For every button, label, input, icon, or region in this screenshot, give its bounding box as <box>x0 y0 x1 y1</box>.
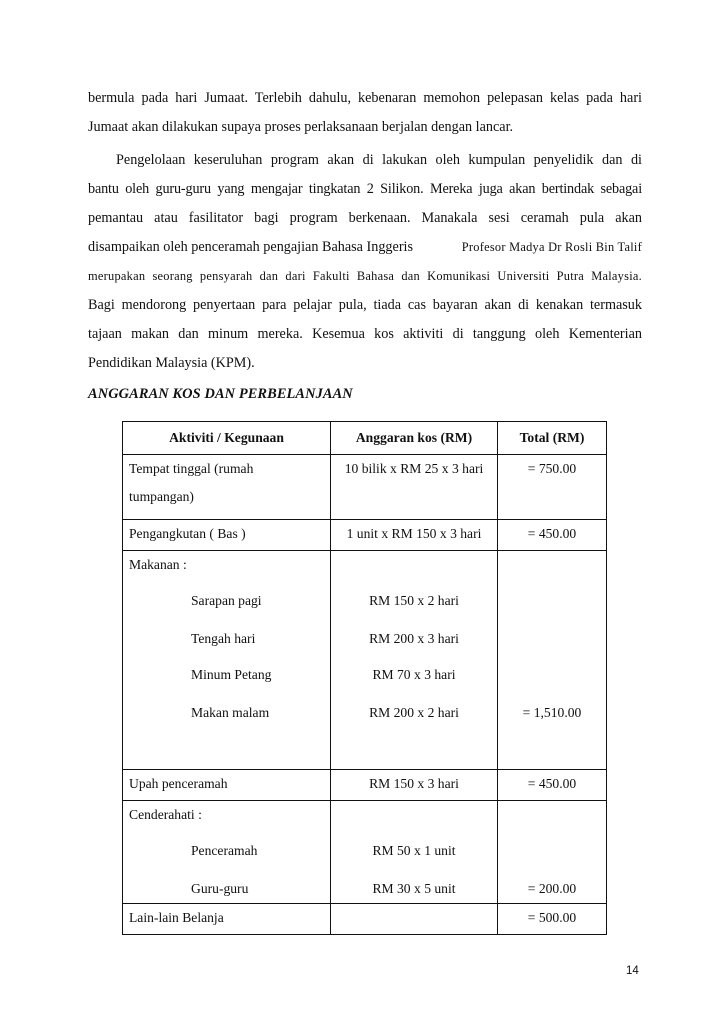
paragraph-line: Jumaat akan dilakukan supaya proses perlaksanaan berjalan dengan lancar. <box>88 119 514 135</box>
cost-text: RM 70 x 3 hari <box>372 667 456 682</box>
cost-text: RM 30 x 5 unit <box>372 881 456 896</box>
total-cell <box>498 455 607 520</box>
total-cell <box>498 551 607 770</box>
cost-cell <box>331 904 498 935</box>
total-cell <box>498 904 607 935</box>
activity-item: Minum Petang <box>191 667 272 682</box>
paragraph-line: bantu oleh guru-guru yang mengajar tingkatan 2 Silikon. Mereka juga akan bertindak sebagai <box>88 181 642 197</box>
activity-cell <box>123 770 331 801</box>
section-heading: ANGGARAN KOS DAN PERBELANJAAN <box>88 386 353 402</box>
activity-text: Lain-lain Belanja <box>129 910 224 925</box>
paragraph-line: pemantau atau fasilitator bagi program berkenaan. Manakala sesi ceramah pula akan <box>88 210 642 226</box>
activity-item: Guru-guru <box>191 881 249 896</box>
activity-text: tumpangan) <box>129 489 194 504</box>
activity-item: Makan malam <box>191 705 270 720</box>
speaker-name: Profesor Madya Dr Rosli Bin Talif <box>461 240 642 254</box>
paragraph-line: Pendidikan Malaysia (KPM). <box>88 355 255 371</box>
table-row <box>123 551 607 770</box>
total-cell <box>498 801 607 904</box>
cost-cell <box>331 801 498 904</box>
cost-text <box>331 904 497 932</box>
column-header-total: Total (RM) <box>498 422 607 455</box>
budget-table <box>122 421 607 935</box>
table-header-row <box>123 422 607 455</box>
activity-title: Cenderahati : <box>129 807 202 822</box>
paragraph-2 <box>88 146 642 378</box>
total-text: = 500.00 <box>527 910 577 925</box>
activity-title: Makanan : <box>129 557 187 572</box>
page-number: 14 <box>626 965 639 977</box>
total-text: = 750.00 <box>527 461 577 476</box>
cost-text: 10 bilik x RM 25 x 3 hari <box>344 461 484 476</box>
cost-cell <box>331 520 498 551</box>
paragraph-line: merupakan seorang pensyarah dan dari Fakulti Bahasa dan Komunikasi Universiti Putra Malaysia. <box>88 269 642 283</box>
column-header-activity: Aktiviti / Kegunaan <box>123 422 331 455</box>
column-header-cost: Anggaran kos (RM) <box>331 422 498 455</box>
cost-text: RM 200 x 2 hari <box>369 705 459 720</box>
cost-text: RM 150 x 3 hari <box>369 776 459 791</box>
cost-cell <box>331 770 498 801</box>
activity-item: Penceramah <box>191 843 258 858</box>
cost-text: RM 150 x 2 hari <box>369 593 459 608</box>
activity-text: Tempat tinggal (rumah <box>129 461 254 476</box>
table-row <box>123 455 607 520</box>
paragraph-line: bermula pada hari Jumaat. Terlebih dahulu, kebenaran memohon pelepasan kelas pada hari <box>88 90 642 106</box>
activity-text: Upah penceramah <box>129 776 228 791</box>
total-cell <box>498 520 607 551</box>
activity-cell <box>123 455 331 520</box>
paragraph-text: disampaikan oleh penceramah pengajian Bahasa Inggeris <box>88 239 414 255</box>
cost-cell <box>331 455 498 520</box>
paragraph-line: Pengelolaan keseruluhan program akan di lakukan oleh kumpulan penyelidik dan di <box>116 152 642 168</box>
activity-cell <box>123 551 331 770</box>
activity-cell <box>123 801 331 904</box>
cost-cell <box>331 551 498 770</box>
total-cell <box>498 770 607 801</box>
paragraph-line: tajaan makan dan minum mereka. Kesemua kos aktiviti di tanggung oleh Kementerian <box>88 326 642 342</box>
paragraph-line <box>88 233 642 262</box>
activity-text: Pengangkutan ( Bas ) <box>129 526 246 541</box>
table-row <box>123 904 607 935</box>
activity-item: Tengah hari <box>191 631 256 646</box>
total-text: = 450.00 <box>527 776 577 791</box>
cost-text: 1 unit x RM 150 x 3 hari <box>346 526 482 541</box>
activity-cell <box>123 904 331 935</box>
paragraph-1 <box>88 84 642 142</box>
paragraph-line: Bagi mendorong penyertaan para pelajar pula, tiada cas bayaran akan di kenakan termasuk <box>88 297 642 313</box>
activity-item: Sarapan pagi <box>191 593 262 608</box>
total-text: = 450.00 <box>527 526 577 541</box>
cost-text: RM 50 x 1 unit <box>372 843 456 858</box>
table-row <box>123 520 607 551</box>
total-text: = 1,510.00 <box>522 705 582 720</box>
cost-text: RM 200 x 3 hari <box>369 631 459 646</box>
table-row <box>123 770 607 801</box>
total-text: = 200.00 <box>527 881 577 896</box>
activity-cell <box>123 520 331 551</box>
table-row <box>123 801 607 904</box>
